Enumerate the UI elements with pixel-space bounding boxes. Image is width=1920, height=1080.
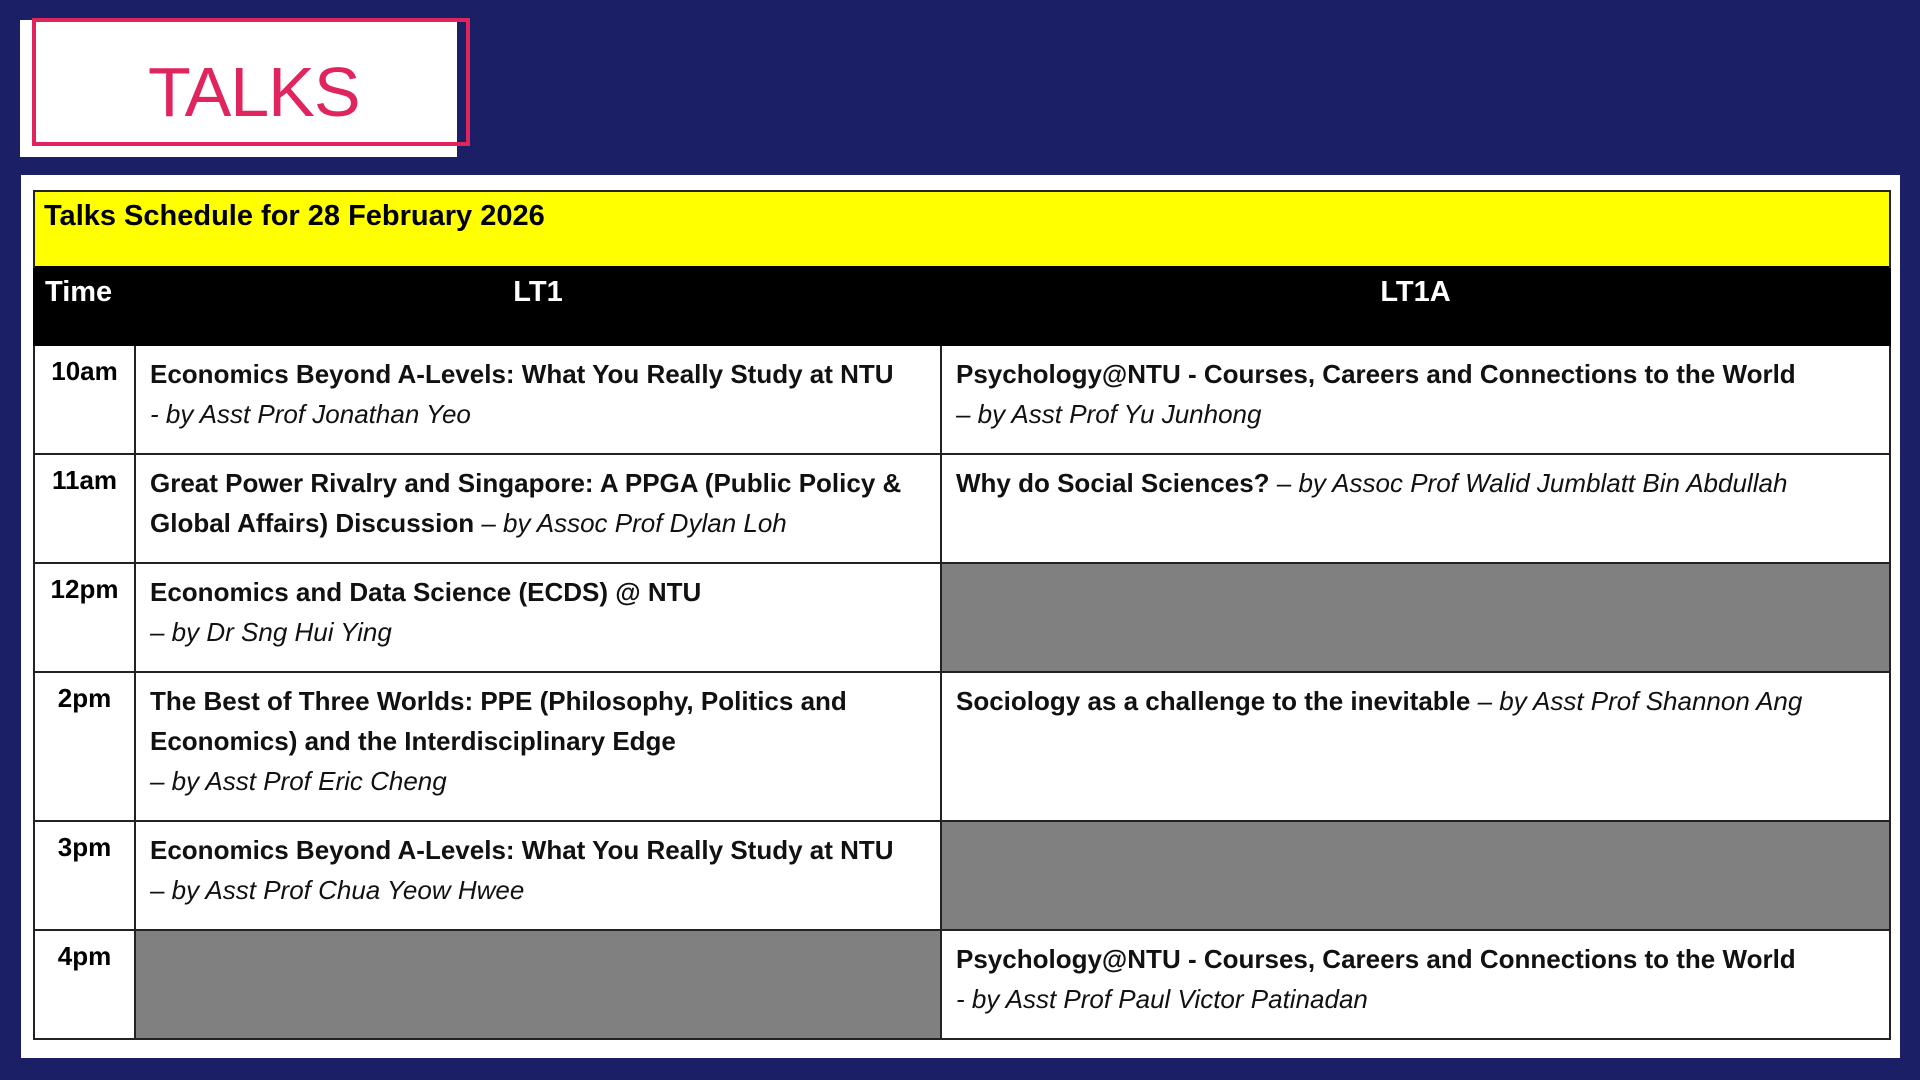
lt1-talk-cell: [135, 454, 941, 563]
table-row: [34, 672, 1890, 821]
talk-title: The Best of Three Worlds: PPE (Philosophy, Politics and Economics) and the Interdisciplinary Edge: [150, 686, 847, 756]
page-title: TALKS: [148, 53, 360, 131]
time-cell: 11am: [34, 454, 135, 563]
talk-title: Economics Beyond A-Levels: What You Really Study at NTU: [150, 359, 894, 389]
empty-slot-cell: [135, 930, 941, 1039]
lt1-talk-cell: [135, 563, 941, 672]
column-header-time: Time: [34, 267, 135, 345]
table-row: [34, 821, 1890, 930]
talks-schedule-table: [33, 190, 1891, 1040]
talk-speaker: – by Asst Prof Yu Junhong: [956, 399, 1262, 429]
time-cell: 4pm: [34, 930, 135, 1039]
talk-title: Economics and Data Science (ECDS) @ NTU: [150, 577, 702, 607]
talk-speaker: - by Asst Prof Jonathan Yeo: [150, 399, 471, 429]
table-row: [34, 930, 1890, 1039]
column-header-lt1a: LT1A: [941, 267, 1890, 345]
empty-slot-cell: [941, 563, 1890, 672]
time-cell: 3pm: [34, 821, 135, 930]
lt1-talk-cell: [135, 821, 941, 930]
talk-speaker: – by Assoc Prof Dylan Loh: [481, 508, 787, 538]
lt1a-talk-cell: [941, 345, 1890, 454]
talk-speaker: – by Asst Prof Chua Yeow Hwee: [150, 875, 525, 905]
lt1-talk-cell: [135, 345, 941, 454]
talk-title: Great Power Rivalry and Singapore: A PPGA (Public Policy & Global Affairs) Discussion: [150, 468, 902, 538]
time-cell: 10am: [34, 345, 135, 454]
lt1-talk-cell: [135, 672, 941, 821]
talk-title: Sociology as a challenge to the inevitable: [956, 686, 1471, 716]
table-row: [34, 345, 1890, 454]
schedule-caption: Talks Schedule for 28 February 2026: [34, 191, 1890, 267]
talk-title: Why do Social Sciences?: [956, 468, 1270, 498]
schedule-caption-row: [34, 191, 1890, 267]
lt1a-talk-cell: [941, 454, 1890, 563]
empty-slot-cell: [941, 821, 1890, 930]
lt1a-talk-cell: [941, 930, 1890, 1039]
talk-title: Psychology@NTU - Courses, Careers and Connections to the World: [956, 944, 1796, 974]
talk-speaker: – by Asst Prof Shannon Ang: [1477, 686, 1803, 716]
lt1a-talk-cell: [941, 672, 1890, 821]
talk-title: Psychology@NTU - Courses, Careers and Connections to the World: [956, 359, 1796, 389]
table-header-row: [34, 267, 1890, 345]
talk-speaker: - by Asst Prof Paul Victor Patinadan: [956, 984, 1368, 1014]
talk-speaker: – by Dr Sng Hui Ying: [150, 617, 392, 647]
talk-title: Economics Beyond A-Levels: What You Really Study at NTU: [150, 835, 894, 865]
time-cell: 12pm: [34, 563, 135, 672]
talk-speaker: – by Assoc Prof Walid Jumblatt Bin Abdullah: [1276, 468, 1788, 498]
table-row: [34, 563, 1890, 672]
column-header-lt1: LT1: [135, 267, 941, 345]
time-cell: 2pm: [34, 672, 135, 821]
talk-speaker: – by Asst Prof Eric Cheng: [150, 766, 447, 796]
table-row: [34, 454, 1890, 563]
